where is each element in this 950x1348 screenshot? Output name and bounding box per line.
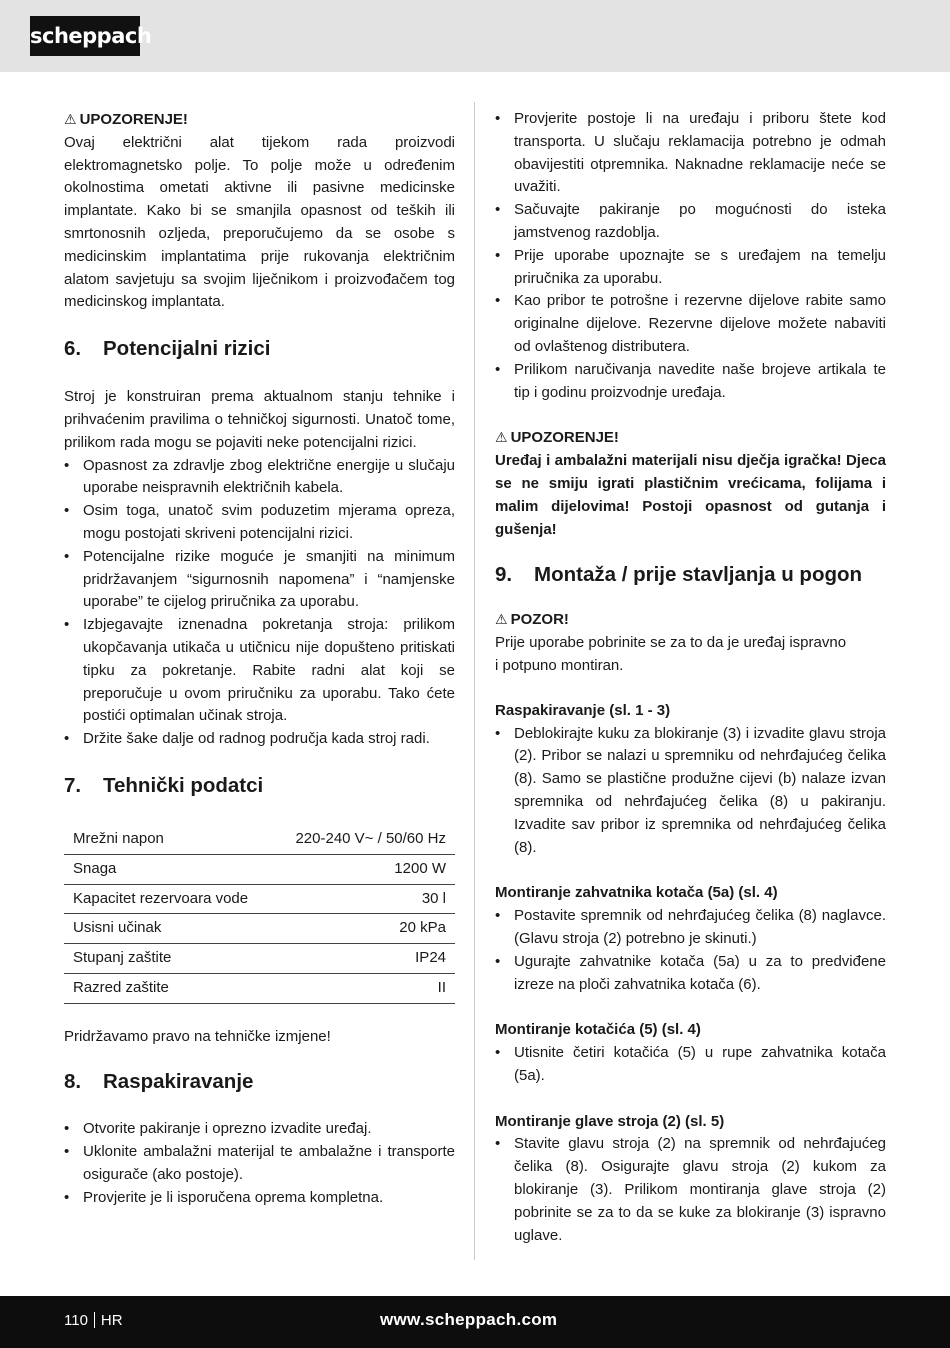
subsection-list	[495, 1042, 886, 1088]
brand-logo: scheppach	[30, 16, 140, 56]
list-item: • Izbjegavajte iznenadna pokretanja stroja: prilikom ukopčavanja utikača u utičnicu nije dopušteno pritiskati tipku za pokretanje. Rabite radni alat koji se preporučuje u ovom priručniku za uporabu. Tako ćete postići optimalan učinak stroja.	[64, 614, 455, 728]
subsection-title: Montiranje zahvatnika kotača (5a) (sl. 4)	[495, 884, 778, 902]
footer-bar	[0, 1296, 950, 1348]
section-6-list	[64, 455, 455, 751]
caution-heading: ⚠ POZOR!	[495, 611, 569, 629]
list-item: • Uklonite ambalažni materijal te ambalažne i transporte osigurače (ako postoje).	[64, 1141, 455, 1187]
warning-triangle-icon: ⚠	[495, 611, 508, 628]
list-item: • Prije uporabe upoznajte se s uređajem na temelju priručnika za uporabu.	[495, 245, 886, 291]
subsection-list	[495, 905, 886, 996]
list-item: • Sačuvajte pakiranje po mogućnosti do isteka jamstvenog razdoblja.	[495, 199, 886, 245]
subsection-title: Raspakiravanje (sl. 1 - 3)	[495, 701, 671, 719]
list-item: • Potencijalne rizike moguće je smanjiti na minimum pridržavanjem “sigurnosnih napomena” i “namjenske uporabe” te cijelog priručnika za uporabu.	[64, 546, 455, 614]
separator	[94, 1312, 95, 1328]
warning-triangle-icon: ⚠	[495, 429, 508, 446]
section-heading-8: 8. Raspakiravanje	[64, 1070, 254, 1094]
table-row: Usisni učinak 20 kPa	[64, 914, 455, 944]
list-item: • Stavite glavu stroja (2) na spremnik od nehrđajućeg čelika (8). Osigurajte glavu stroja (2) kukom za blokiranje (3). Prilikom montiranja glave stroja (2) pobrinite se za to da se kuke za blokiranje (3) ispravno uglave.	[495, 1133, 886, 1247]
column-divider	[474, 102, 475, 1260]
section-heading-7: 7. Tehnički podatci	[64, 773, 264, 797]
header-bar	[0, 0, 950, 72]
list-item: • Provjerite je li isporučena oprema kompletna.	[64, 1187, 455, 1210]
list-item: • Ugurajte zahvatnike kotača (5a) u za to predviđene izreze na ploči zahvatnika kotača (6).	[495, 951, 886, 997]
list-item: • Postavite spremnik od nehrđajućeg čelika (8) naglavce. (Glavu stroja (2) potrebno je skinuti.)	[495, 905, 886, 951]
list-item: • Držite šake dalje od radnog područja kada stroj radi.	[64, 728, 455, 751]
warning-text: Ovaj električni alat tijekom rada proizvodi elektromagnetsko polje. To polje može u određenim okolnostima ometati aktivne ili pasivne medicinske implantate. Kako bi se smanjila opasnost od teških ili smrtonosnih ozljeda, preporučujemo da se osobe s medicinskim implantatima prije rukovanja električnim alatom savjetuju sa svojim liječnikom i proizvođačem tog medicinskog implantata.	[64, 133, 455, 311]
page-number: 110 HR	[64, 1312, 123, 1329]
list-item: • Osim toga, unatoč svim poduzetim mjerama opreza, mogu postojati skriveni potencijalni rizici.	[64, 500, 455, 546]
table-row: Razred zaštite II	[64, 973, 455, 1003]
subsection-list	[495, 1133, 886, 1247]
warning-heading: ⚠ UPOZORENJE!	[64, 111, 188, 128]
list-item: • Deblokirajte kuku za blokiranje (3) i izvadite glavu stroja (2). Pribor se nalazi u spremniku od nehrđajućeg čelika (8). Samo se plastične produžne cijevi (b) nalaze izvan spremnika od nehrđajućeg čelika (8) u pakiranju. Izvadite sav pribor iz spremnika od nehrđajućeg čelika (8).	[495, 723, 886, 860]
list-item: • Prilikom naručivanja navedite naše brojeve artikala te tip i godinu proizvodnje uređaja.	[495, 359, 886, 405]
unpack-list-continued	[495, 108, 886, 404]
table-row: Stupanj zaštite IP24	[64, 944, 455, 974]
list-item: • Otvorite pakiranje i oprezno izvadite uređaj.	[64, 1118, 455, 1141]
caution-text-line: Prije uporabe pobrinite se za to da je uređaj ispravno	[495, 634, 847, 652]
right-column	[495, 108, 886, 1247]
subsection-list	[495, 723, 886, 860]
tech-spec-table	[64, 825, 455, 1004]
table-row: Snaga 1200 W	[64, 855, 455, 885]
list-item: • Provjerite postoje li na uređaju i priboru štete kod transporta. U slučaju reklamacija potrebno je odmah obavijestiti otpremnika. Naknadne reklamacije neće se uvažiti.	[495, 108, 886, 199]
warning-heading: ⚠ UPOZORENJE!	[495, 429, 619, 447]
caution-text-line: i potpuno montiran.	[495, 656, 624, 674]
subsection-title: Montiranje glave stroja (2) (sl. 5)	[495, 1112, 725, 1130]
left-column	[64, 108, 455, 1210]
section-heading-6: 6. Potencijalni rizici	[64, 337, 271, 361]
section-8-list	[64, 1118, 455, 1209]
list-item: • Opasnost za zdravlje zbog električne energije u slučaju uporabe neispravnih električnih kabela.	[64, 455, 455, 501]
tech-note: Pridržavamo pravo na tehničke izmjene!	[64, 1027, 331, 1045]
section-6-intro: Stroj je konstruiran prema aktualnom stanju tehnike i prihvaćenim pravilima o tehničkoj sigurnosti. Unatoč tome, prilikom rada mogu se pojaviti neke potencijalni rizici.	[64, 388, 455, 451]
list-item: • Kao pribor te potrošne i rezervne dijelove rabite samo originalne dijelove. Rezervne dijelove možete nabaviti od ovlaštenog distributera.	[495, 290, 886, 358]
warning-triangle-icon: ⚠	[64, 111, 77, 127]
table-row: Kapacitet rezervoara vode 30 l	[64, 884, 455, 914]
website-link[interactable]: www.scheppach.com	[380, 1310, 558, 1329]
list-item: • Utisnite četiri kotačića (5) u rupe zahvatnika kotača (5a).	[495, 1042, 886, 1088]
warning-text: Uređaj i ambalažni materijali nisu dječja igračka! Djeca se ne smiju igrati plastičnim vrećicama, folijama i malim dijelovima! Postoji opasnost od gutanja i gušenja!	[495, 452, 886, 538]
table-row: Mrežni napon 220-240 V~ / 50/60 Hz	[64, 825, 455, 855]
section-heading-9: 9. Montaža / prije stavljanja u pogon	[495, 563, 863, 587]
subsection-title: Montiranje kotačića (5) (sl. 4)	[495, 1021, 701, 1039]
